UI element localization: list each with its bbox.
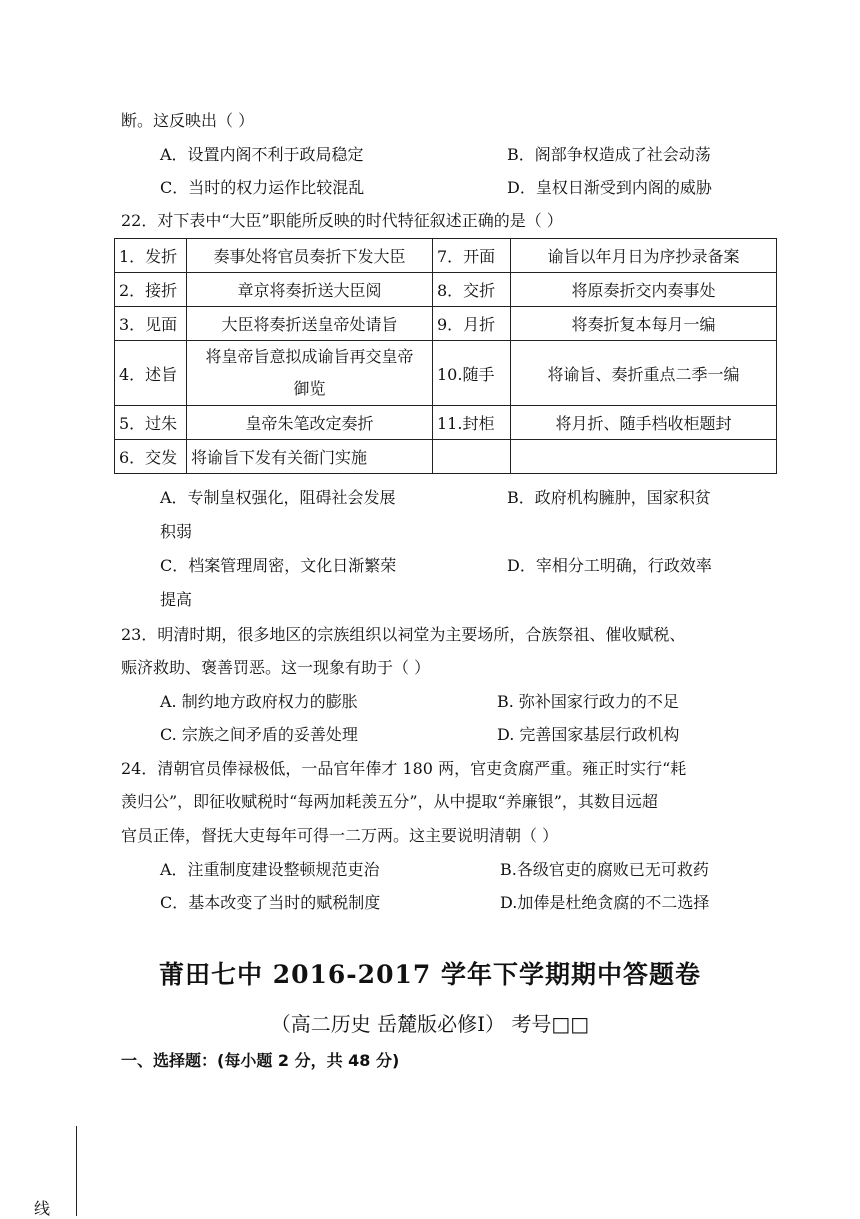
table-cell bbox=[187, 341, 433, 406]
q23-option-d: D. 完善国家基层行政机构 bbox=[497, 725, 680, 744]
table-cell: 10.随手 bbox=[433, 341, 511, 406]
table-cell bbox=[511, 440, 777, 474]
q24-stem-line-3: 官员正俸，督抚大吏每年可得一二万两。这主要说明清朝（ ） bbox=[121, 826, 559, 845]
q23-option-a: A. 制约地方政府权力的膨胀 bbox=[160, 692, 358, 711]
q22-table bbox=[114, 238, 777, 474]
q24-option-c: C．基本改变了当时的赋税制度 bbox=[160, 893, 381, 912]
table-cell: 7．开面 bbox=[433, 239, 511, 273]
binding-line bbox=[76, 1126, 77, 1216]
q21-option-b: B．阁部争权造成了社会动荡 bbox=[507, 145, 711, 164]
q23-option-b: B. 弥补国家行政力的不足 bbox=[497, 692, 679, 711]
q21-option-a: A．设置内阁不利于政局稳定 bbox=[160, 145, 364, 164]
table-row bbox=[115, 307, 777, 341]
q22-option-d: D．宰相分工明确，行政效率 bbox=[507, 556, 712, 575]
table-cell: 3．见面 bbox=[115, 307, 187, 341]
q24-option-a: A．注重制度建设整顿规范吏治 bbox=[160, 860, 380, 879]
table-cell: 将谕旨、奏折重点二季一编 bbox=[511, 341, 777, 406]
q22-stem: 22．对下表中“大臣”职能所反映的时代特征叙述正确的是（ ） bbox=[121, 211, 563, 230]
table-cell-line: 将皇帝旨意拟成谕旨再交皇帝 bbox=[205, 347, 414, 366]
table-cell: 章京将奏折送大臣阅 bbox=[187, 273, 433, 307]
table-cell: 6．交发 bbox=[115, 440, 187, 474]
q24-stem-line-1: 24．清朝官员俸禄极低，一品官年俸才 180 两，官吏贪腐严重。雍正时实行“耗 bbox=[121, 759, 687, 778]
q22-option-b: B．政府机构臃肿，国家积贫 bbox=[507, 488, 711, 507]
table-row bbox=[115, 406, 777, 440]
q22-option-b-cont: 积弱 bbox=[160, 522, 193, 541]
table-row bbox=[115, 440, 777, 474]
table-cell: 9．月折 bbox=[433, 307, 511, 341]
section-heading: 一、选择题：(每小题 2 分，共 48 分) bbox=[121, 1051, 400, 1070]
q22-option-a: A．专制皇权强化，阻碍社会发展 bbox=[160, 488, 396, 507]
binding-mark: 线 bbox=[34, 1199, 51, 1218]
table-cell: 皇帝朱笔改定奏折 bbox=[187, 406, 433, 440]
table-cell: 8．交折 bbox=[433, 273, 511, 307]
q23-stem-line-2: 赈济救助、褒善罚恶。这一现象有助于（ ） bbox=[121, 658, 431, 677]
table-cell: 2．接折 bbox=[115, 273, 187, 307]
q21-tail: 断。这反映出（ ） bbox=[121, 111, 255, 130]
table-cell: 将奏折复本每月一编 bbox=[511, 307, 777, 341]
answer-sheet-title: 莆田七中 2016-2017 学年下学期期中答题卷 bbox=[159, 960, 701, 989]
table-cell: 奏事处将官员奏折下发大臣 bbox=[187, 239, 433, 273]
table-cell: 将原奏折交内奏事处 bbox=[511, 273, 777, 307]
q21-option-d: D．皇权日渐受到内阁的威胁 bbox=[507, 178, 712, 197]
table-cell: 将月折、随手档收柜题封 bbox=[511, 406, 777, 440]
table-row bbox=[115, 239, 777, 273]
answer-sheet-subtitle: （高二历史 岳麓版必修Ⅰ） 考号□□ bbox=[270, 1012, 590, 1036]
table-cell: 4．述旨 bbox=[115, 341, 187, 406]
table-cell-line: 御览 bbox=[293, 379, 326, 398]
q22-option-c: C．档案管理周密，文化日渐繁荣 bbox=[160, 556, 397, 575]
q23-option-c: C. 宗族之间矛盾的妥善处理 bbox=[160, 725, 358, 744]
table-cell: 5．过朱 bbox=[115, 406, 187, 440]
q22-option-d-cont: 提高 bbox=[160, 590, 193, 609]
table-cell: 11.封柜 bbox=[433, 406, 511, 440]
table-cell: 大臣将奏折送皇帝处请旨 bbox=[187, 307, 433, 341]
table-cell: 谕旨以年月日为序抄录备案 bbox=[511, 239, 777, 273]
q24-stem-line-2: 羡归公”，即征收赋税时“每两加耗羡五分”，从中提取“养廉银”，其数目远超 bbox=[121, 792, 658, 811]
q21-option-c: C．当时的权力运作比较混乱 bbox=[160, 178, 365, 197]
table-cell bbox=[433, 440, 511, 474]
table-cell: 将谕旨下发有关衙门实施 bbox=[187, 440, 433, 474]
table-row bbox=[115, 341, 777, 406]
q24-option-d: D.加俸是杜绝贪腐的不二选择 bbox=[500, 893, 710, 912]
q23-stem-line-1: 23．明清时期，很多地区的宗族组织以祠堂为主要场所，合族祭祖、催收赋税、 bbox=[121, 625, 686, 644]
q24-option-b: B.各级官吏的腐败已无可救药 bbox=[500, 860, 709, 879]
table-cell: 1．发折 bbox=[115, 239, 187, 273]
table-row bbox=[115, 273, 777, 307]
